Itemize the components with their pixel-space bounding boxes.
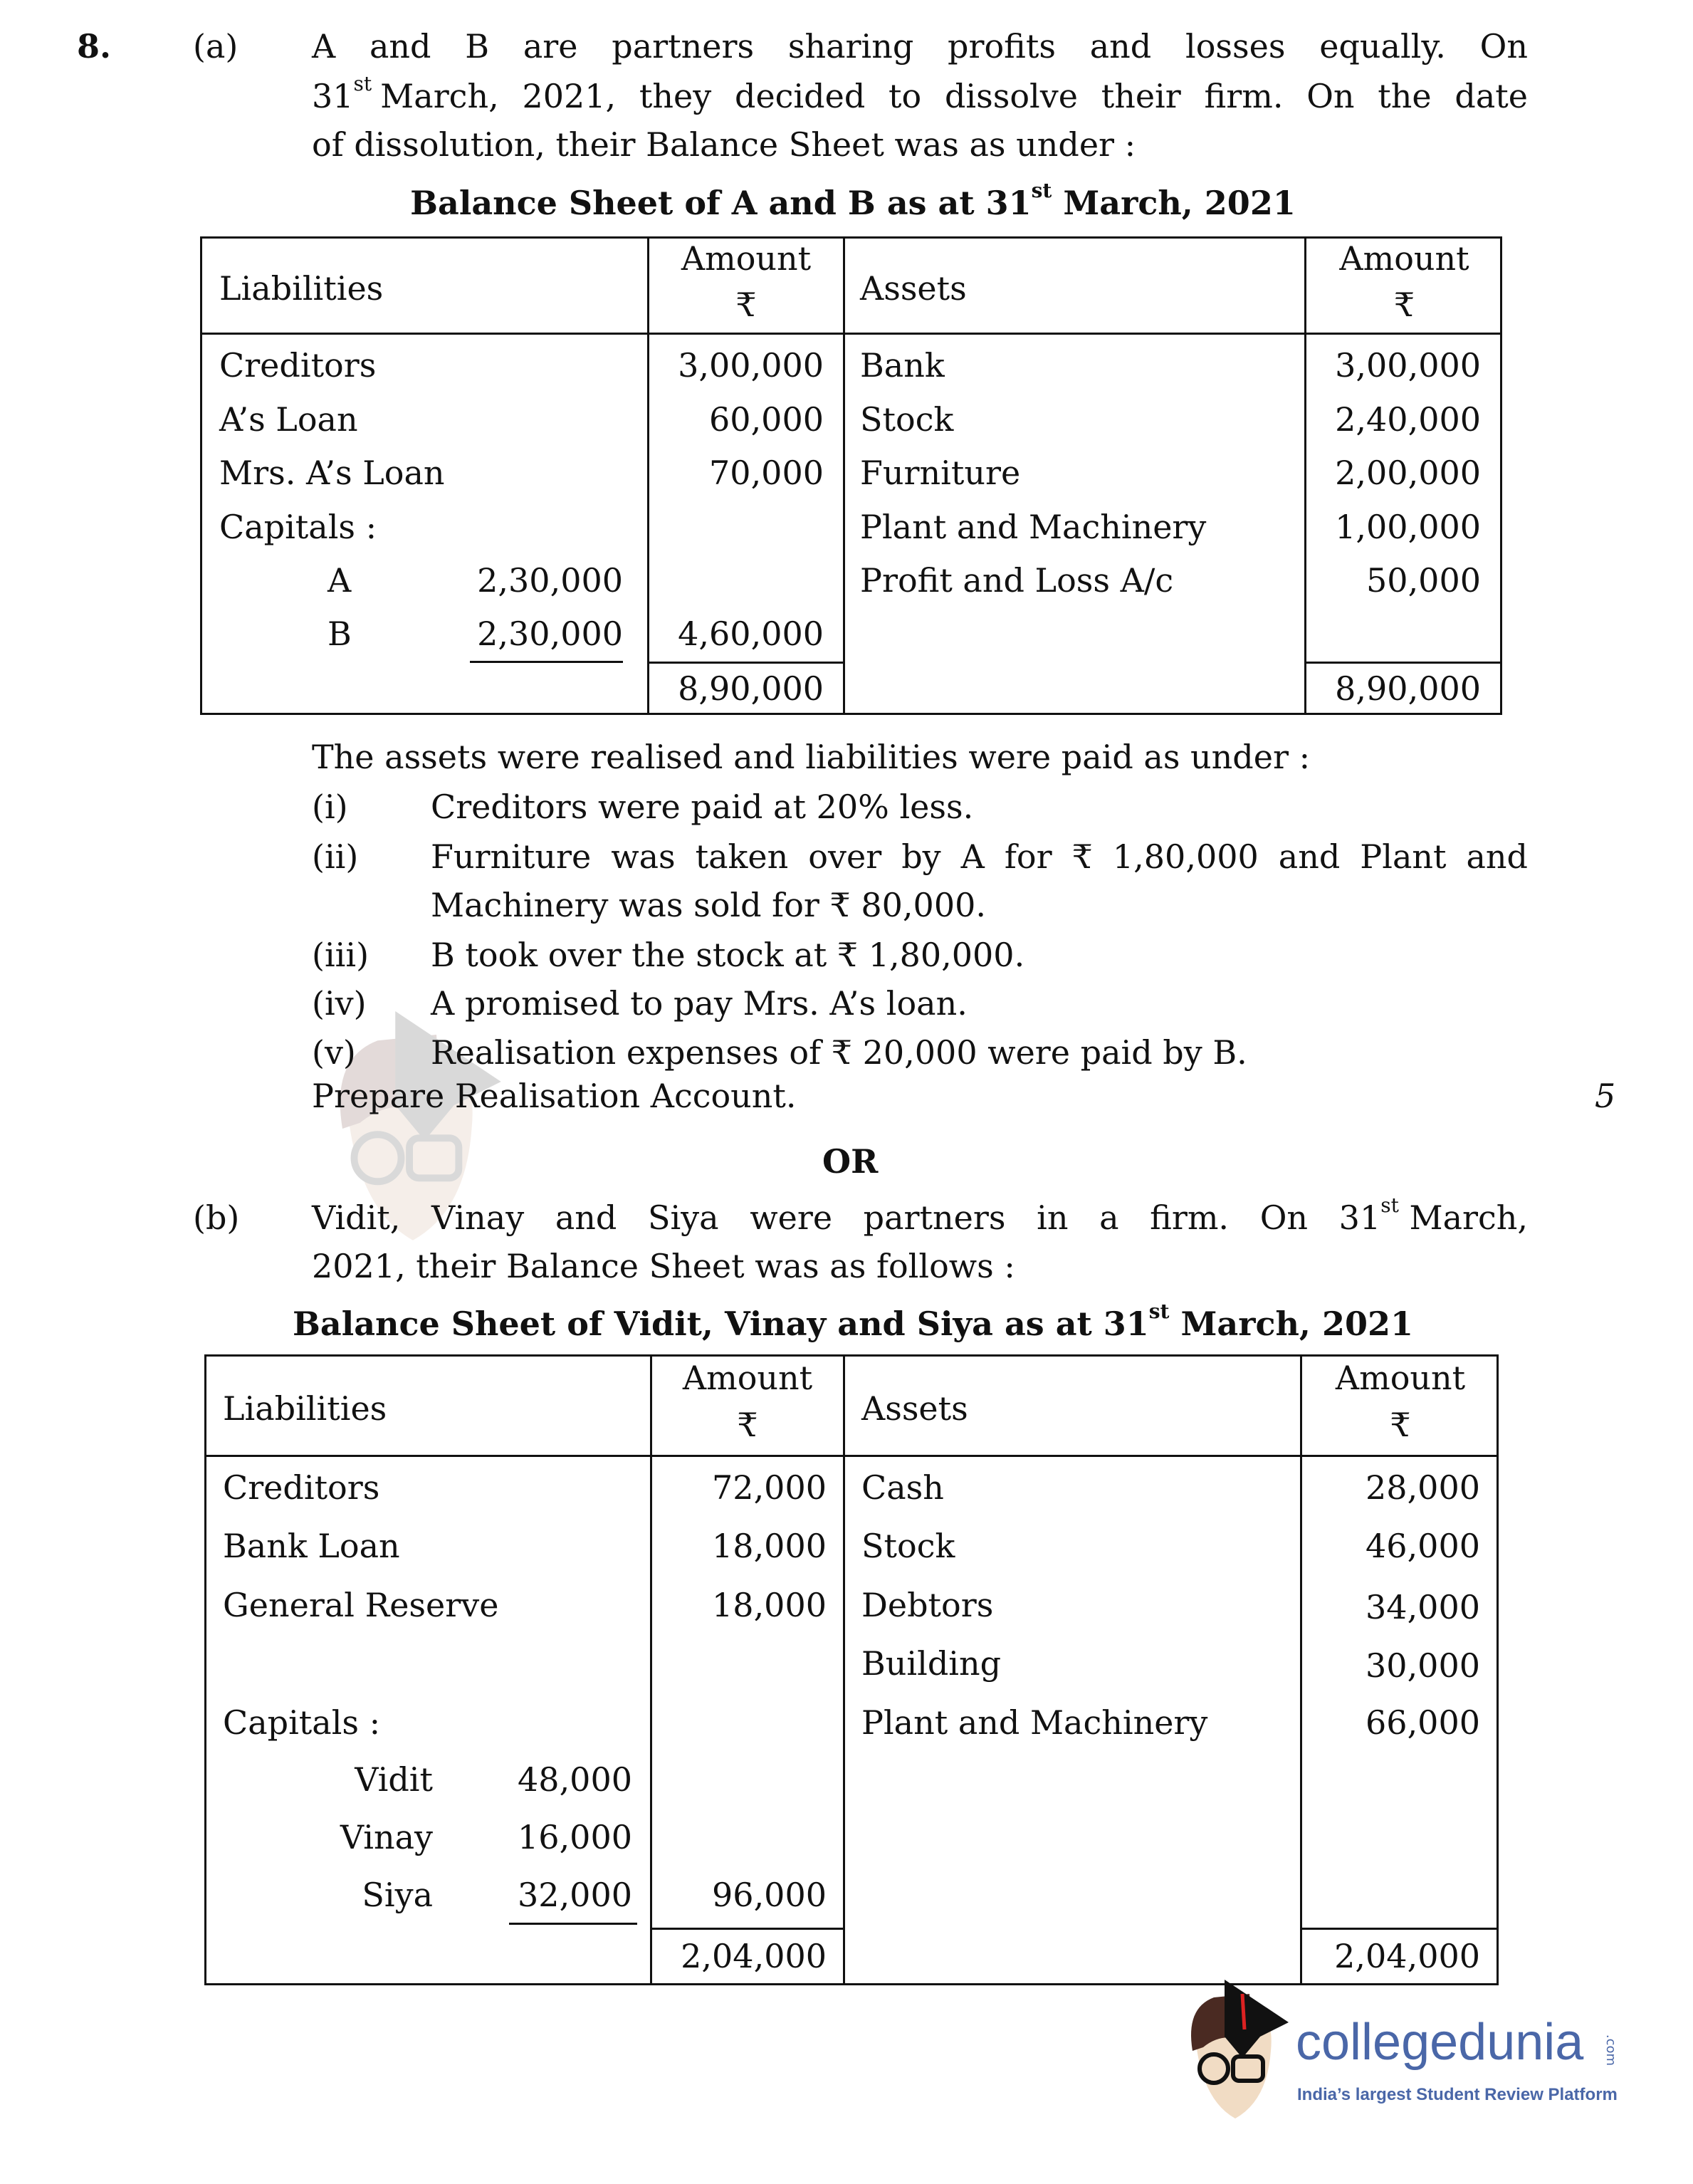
- item-number: (iii): [312, 936, 369, 974]
- asset-label: Bank: [860, 346, 945, 385]
- part-b-table-title: [0, 1300, 1693, 1343]
- asset-amount: 66,000: [1366, 1703, 1480, 1742]
- capital-name: A: [327, 561, 352, 600]
- liability-label: Creditors: [219, 346, 377, 385]
- intro-day: 31: [312, 77, 354, 115]
- part-a-intro-line: of dissolution, their Balance Sheet was as under :: [312, 125, 1136, 164]
- asset-label: Profit and Loss A/c: [860, 561, 1174, 600]
- asset-amount: 50,000: [1366, 561, 1481, 600]
- intro-sup: st: [353, 72, 372, 95]
- item-text: A promised to pay Mrs. A’s loan.: [431, 984, 968, 1023]
- header-currency: ₹: [1390, 1406, 1411, 1444]
- title-sup: st: [1031, 179, 1052, 202]
- asset-amount: 28,000: [1366, 1468, 1480, 1507]
- title-text: Balance Sheet of Vidit, Vinay and Siya as at 31: [293, 1305, 1149, 1343]
- title-text: Balance Sheet of A and B as at 31: [410, 184, 1032, 222]
- capitals-total: 96,000: [712, 1876, 827, 1914]
- liability-label: Creditors: [223, 1468, 380, 1507]
- asset-label: Plant and Machinery: [860, 508, 1207, 546]
- total-assets: 8,90,000: [1335, 669, 1481, 708]
- item-text: Realisation expenses of ₹ 20,000 were paid by B.: [431, 1033, 1247, 1072]
- part-b-intro-line: 2021, their Balance Sheet was as follows :: [312, 1247, 1015, 1285]
- asset-amount: 30,000: [1366, 1646, 1480, 1685]
- logo-tagline: India’s largest Student Review Platform: [1297, 2085, 1618, 2104]
- instruction: Prepare Realisation Account.: [312, 1077, 797, 1115]
- part-b-label: (b): [193, 1198, 240, 1237]
- header-currency: ₹: [737, 1406, 758, 1444]
- capital-name: B: [327, 615, 352, 653]
- marks: 5: [1595, 1077, 1616, 1115]
- capital-amount: 48,000: [518, 1760, 632, 1799]
- total-assets: 2,04,000: [1334, 1937, 1480, 1975]
- total-liabilities: 8,90,000: [678, 669, 824, 708]
- or-separator: OR: [822, 1142, 879, 1181]
- asset-amount: 1,00,000: [1335, 508, 1481, 546]
- item-number: (iv): [312, 984, 367, 1023]
- liability-label: Bank Loan: [223, 1527, 400, 1565]
- title-text: March, 2021: [1052, 184, 1296, 222]
- title-sup: st: [1148, 1300, 1170, 1323]
- liability-label: Capitals :: [219, 508, 377, 546]
- capital-amount: 2,30,000: [477, 615, 623, 653]
- question-number: 8.: [77, 27, 112, 66]
- asset-amount: 2,00,000: [1335, 454, 1481, 492]
- header-currency: ₹: [735, 286, 757, 324]
- intro-text: March,: [1398, 1198, 1528, 1237]
- title-text: March, 2021: [1169, 1305, 1413, 1343]
- capital-name: Vinay: [340, 1818, 433, 1856]
- item-text: Machinery was sold for ₹ 80,000.: [431, 886, 986, 924]
- capital-name: Siya: [362, 1876, 433, 1914]
- item-text: B took over the stock at ₹ 1,80,000.: [431, 936, 1025, 974]
- liability-amount: 18,000: [712, 1586, 827, 1624]
- part-b-intro-line: [312, 1193, 1528, 1237]
- logo-dotcom: .com: [1603, 2034, 1619, 2067]
- liability-label: Mrs. A’s Loan: [219, 454, 445, 492]
- item-number: (ii): [312, 837, 359, 876]
- part-a-table-title: [0, 179, 1693, 222]
- mascot-icon: [1182, 1980, 1289, 2122]
- asset-label: Stock: [861, 1527, 955, 1565]
- capital-amount: 2,30,000: [477, 561, 623, 600]
- capital-amount: 16,000: [518, 1818, 632, 1856]
- asset-amount: 2,40,000: [1335, 400, 1481, 439]
- part-a-intro-line: A and B are partners sharing profits and losses equally. On: [312, 27, 1528, 66]
- liability-amount: 3,00,000: [678, 346, 824, 385]
- asset-amount: 34,000: [1366, 1588, 1480, 1626]
- header-liabilities: Liabilities: [223, 1389, 387, 1428]
- liability-label: General Reserve: [223, 1586, 499, 1624]
- item-number: (i): [312, 788, 348, 826]
- logo-brand: collegedunia: [1296, 2014, 1584, 2071]
- item-text: Creditors were paid at 20% less.: [431, 788, 974, 826]
- asset-label: Plant and Machinery: [861, 1703, 1208, 1742]
- part-a-intro-line: [312, 72, 1528, 115]
- header-liabilities: Liabilities: [219, 269, 384, 308]
- liability-amount: 60,000: [709, 400, 824, 439]
- header-assets: Assets: [861, 1389, 968, 1428]
- asset-label: Stock: [860, 400, 954, 439]
- liability-amount: 72,000: [712, 1468, 827, 1507]
- asset-label: Building: [861, 1644, 1002, 1683]
- collegedunia-logo: [1168, 1973, 1666, 2136]
- asset-label: Cash: [861, 1468, 944, 1507]
- liability-label: Capitals :: [223, 1703, 381, 1742]
- total-liabilities: 2,04,000: [681, 1937, 827, 1975]
- liability-amount: 70,000: [709, 454, 824, 492]
- asset-label: Debtors: [861, 1586, 994, 1624]
- part-a-label: (a): [193, 27, 239, 66]
- capital-amount: 32,000: [518, 1876, 632, 1914]
- header-amount: Amount: [681, 239, 812, 278]
- item-number: (v): [312, 1033, 356, 1072]
- capitals-total: 4,60,000: [678, 615, 824, 653]
- asset-amount: 3,00,000: [1335, 346, 1481, 385]
- liability-label: A’s Loan: [219, 400, 358, 439]
- intro-sup: st: [1380, 1193, 1399, 1217]
- liability-amount: 18,000: [712, 1527, 827, 1565]
- item-text: Furniture was taken over by A for ₹ 1,80,000 and Plant and: [431, 837, 1528, 876]
- asset-amount: 46,000: [1366, 1527, 1480, 1565]
- realisation-intro: The assets were realised and liabilities were paid as under :: [312, 738, 1311, 776]
- header-amount: Amount: [1339, 239, 1469, 278]
- intro-text: Vidit, Vinay and Siya were partners in a firm. On 31: [312, 1198, 1381, 1237]
- header-amount: Amount: [682, 1359, 813, 1397]
- header-amount: Amount: [1335, 1359, 1466, 1397]
- intro-text: March, 2021, they decided to dissolve their firm. On the date: [380, 77, 1528, 115]
- capital-name: Vidit: [355, 1760, 433, 1799]
- header-assets: Assets: [860, 269, 967, 308]
- asset-label: Furniture: [860, 454, 1021, 492]
- header-currency: ₹: [1393, 286, 1415, 324]
